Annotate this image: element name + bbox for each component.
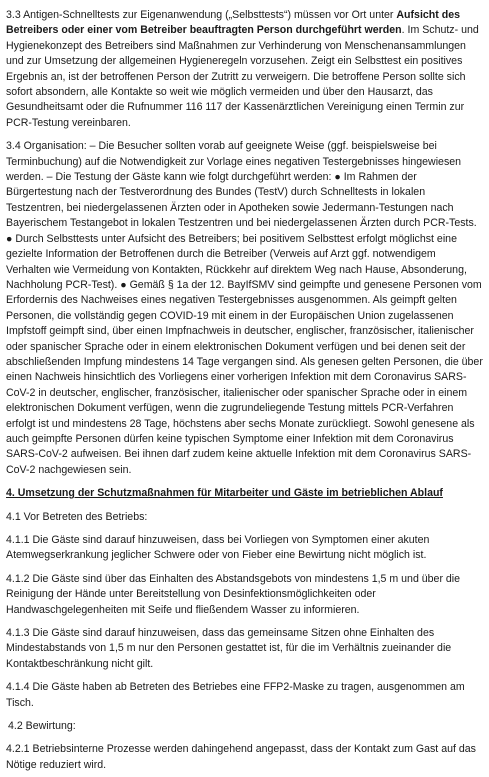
paragraph-4-1-1: 4.1.1 Die Gäste sind darauf hinzuweisen, dass bei Vorliegen von Symptomen einer akuten Atemwegserkrankung jeglicher Schwere oder von Fieber eine Bewirtung nicht möglich ist.	[6, 534, 430, 562]
paragraph-4-1-2: 4.1.2 Die Gäste sind über das Einhalten des Abstandsgebots von mindestens 1,5 m und über die Reinigung der Hände unter Bereitstellung von Desinfektionsmöglichkeiten oder Handwaschgelegenheiten mit Seife und fließendem Wasser zu informieren.	[6, 572, 461, 616]
paragraph-3-3-bold: Aufsicht des Betreibers oder einer vom Betreiber beauftragten Person durchgeführt werden	[6, 9, 460, 37]
paragraph-4-2-1: 4.2.1 Betriebsinterne Prozesse werden dahingehend angepasst, dass der Kontakt zum Gast auf das Nötige reduziert wird.	[6, 743, 476, 771]
paragraph-3-3-text: 3.3 Antigen-Schnelltests zur Eigenanwendung („Selbsttests“) müssen vor Ort unter	[6, 9, 397, 21]
paragraph-4-2: 4.2 Bewirtung:	[8, 720, 76, 733]
paragraph-4-1-4: 4.1.4 Die Gäste haben ab Betreten des Betriebes eine FFP2-Maske zu tragen, ausgenommen am Tisch.	[6, 681, 465, 709]
paragraph-3-3	[6, 8, 483, 131]
section-heading-4: 4. Umsetzung der Schutzmaßnahmen für Mitarbeiter und Gäste im betrieblichen Ablauf	[6, 487, 443, 500]
paragraph-3-4: 3.4 Organisation: – Die Besucher sollten vorab auf geeignete Weise (ggf. beispielsweise bei Terminbuchung) auf die Notwendigkeit zur Vorlage eines negativen Testergebnisses hingewiesen werden. – Die Testung der Gäste kann wie folgt durchgeführt werden: ● Im Rahmen der Bürgertestung nach der Testverordnung des Bundes (TestV) durch Schnelltests in lokalen Testzentren, bei niedergelassenen Ärzten oder in Apotheken sowie Jedermann-Testungen nach Bayerischem Testangebot in lokalen Testzentren und bei niedergelassenen Ärzten durch PCR-Tests. ● Durch Selbsttests unter Aufsicht des Betreibers; bei positivem Selbsttest erfolgt möglichst eine gezielte Information der Betroffenen durch die Betreiber (Verweis auf Arzt ggf. notwendigem Verhalten wie Vermeidung von Kontakten, Rückkehr auf direktem Weg nach Hause, Absonderung, Nachholung PCR-Test). ● Gemäß § 1a der 12. BayIfSMV sind geimpfte und genesene Personen vom Erfordernis des Nachweises eines negativen Testergebnisses ausgenommen. Als geimpft gelten Personen, die vollständig gegen COVID-19 mit einem in der Europäischen Union zugelassenen Impfstoff geimpft sind, über einen Impfnachweis in deutscher, englischer, französischer, italienischer oder spanischer Sprache oder in einem elektronischen Dokument verfügen und bei denen seit der abschließenden Impfung mindestens 14 Tage vergangen sind. Als genesen gelten Personen, die über einen Nachweis hinsichtlich des Vorliegens einer vorherigen Infektion mit dem Coronavirus SARS-CoV-2 in deutscher, englischer, französischer, italienischer oder spanischer Sprache oder in einem elektronischen Dokument verfügen, wenn die zugrundeliegende Testung mittels PCR-Verfahren erfolgt ist und mindestens 28 Tage, höchstens aber sechs Monate zurückliegt. Sowohl genesene als auch geimpfte Personen dürfen keine typischen Symptome einer Infektion mit dem Coronavirus SARS-CoV-2 aufweisen. Bei ihnen darf zudem keine aktuelle Infektion mit dem Coronavirus SARS-CoV-2 nachgewiesen sein.	[6, 140, 483, 476]
paragraph-4-1-3: 4.1.3 Die Gäste sind darauf hinzuweisen, dass das gemeinsame Sitzen ohne Einhalten des Mindestabstands von 1,5 m nur den Personen gestattet ist, für die im Verhältnis zueinander die Kontaktbeschränkung nicht gilt.	[6, 627, 452, 670]
paragraph-3-3-text-end: . Im Schutz- und Hygienekonzept des Betreibers sind Maßnahmen zur Verhinderung von Menschenansammlungen und zur Umsetzung der allgemeinen Hygieneregeln vorzusehen. Zeigt ein Selbsttest ein positives Ergebnis an, ist der betroffenen Person der Zutritt zu verweigern. Die betroffene Person sollte sich sofort absondern, alle Kontakte so weit wie möglich vermeiden und über den Hausarzt, das Gesundheitsamt oder die Rufnummer 116 117 der Kassenärztlichen Vereinigung einen Termin zur PCR-Testung vereinbaren.	[6, 24, 479, 129]
paragraph-4-1: 4.1 Vor Betreten des Betriebs:	[6, 510, 148, 523]
